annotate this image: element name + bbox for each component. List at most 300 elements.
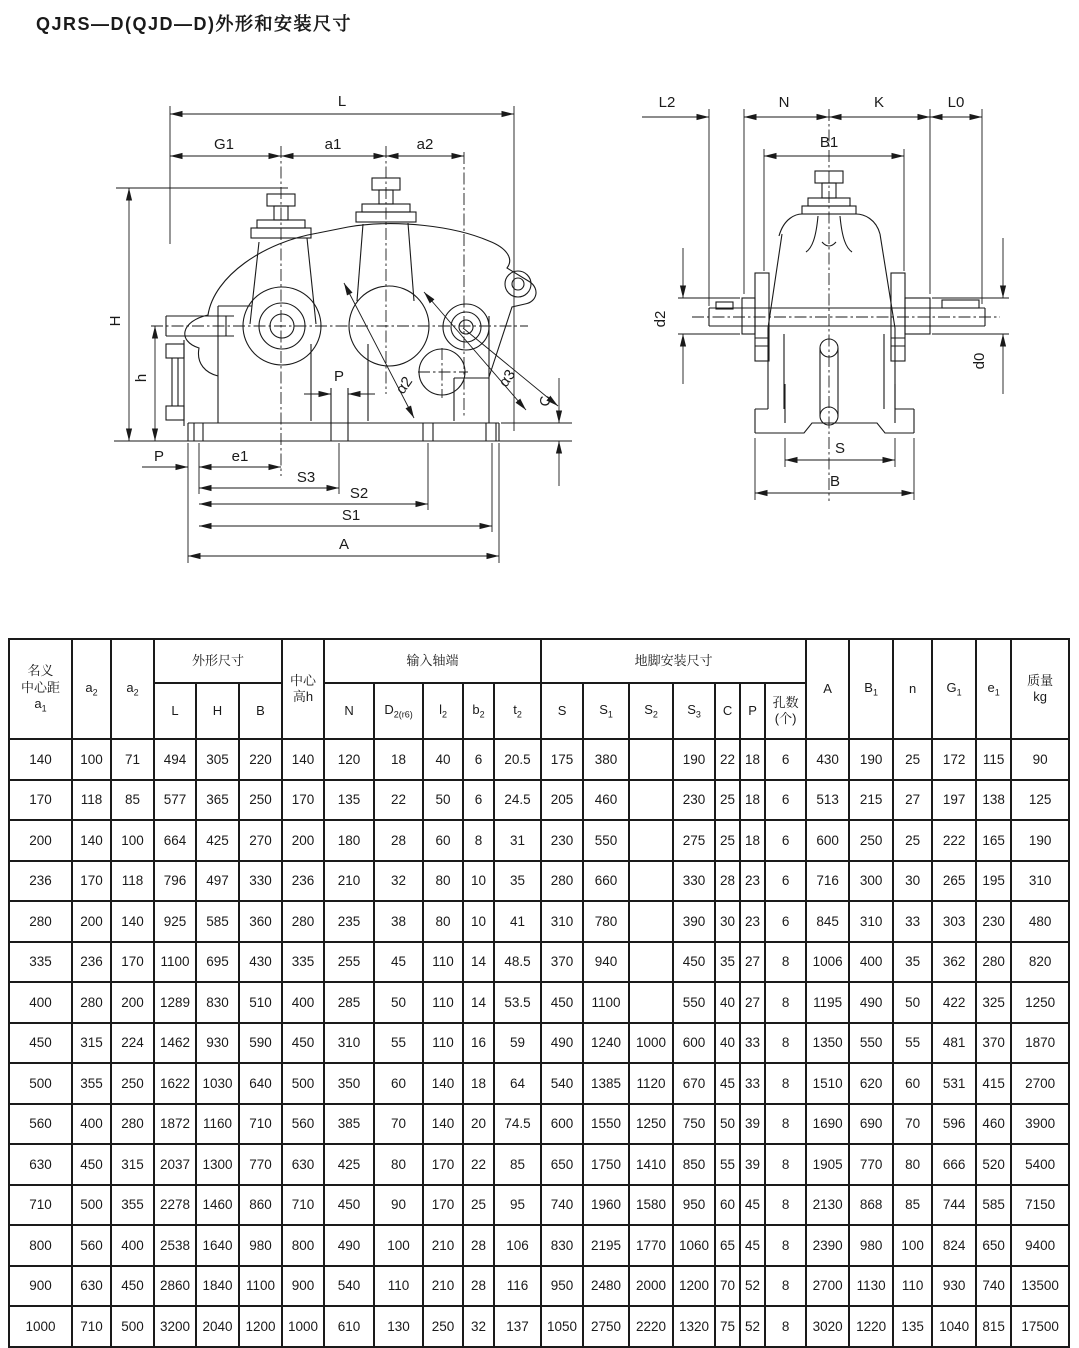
table-cell: 2220 [629,1306,673,1347]
table-cell: 577 [154,780,196,821]
table-cell: 35 [893,942,932,983]
table-cell: 25 [463,1185,494,1226]
table-cell: 450 [9,1023,72,1064]
table-cell: 14 [463,942,494,983]
table-cell: 10 [463,861,494,902]
header-C: C [715,683,740,739]
header-L: L [154,683,196,739]
table-cell: 80 [374,1144,423,1185]
table-cell: 350 [324,1063,374,1104]
table-cell: 75 [715,1306,740,1347]
table-cell: 310 [1011,861,1069,902]
table-cell: 32 [463,1306,494,1347]
table-cell: 310 [324,1023,374,1064]
table-cell: 40 [715,1023,740,1064]
table-cell: 650 [976,1225,1011,1266]
table-cell: 860 [239,1185,282,1226]
table-cell: 1250 [629,1104,673,1145]
table-cell: 370 [541,942,583,983]
table-cell: 815 [976,1306,1011,1347]
table-cell: 215 [849,780,893,821]
table-cell: 53.5 [494,982,541,1023]
table-cell: 210 [423,1225,463,1266]
header-a2-second: $a_2$ [111,639,154,739]
table-cell: 170 [423,1185,463,1226]
table-cell: 400 [282,982,324,1023]
dim-label-C: C [537,395,554,407]
table-cell: 280 [282,901,324,942]
header-center-height: 中心 高h [282,639,324,739]
table-cell: 660 [583,861,629,902]
table-cell: 23 [740,901,765,942]
table-cell: 335 [282,942,324,983]
table-cell: 800 [282,1225,324,1266]
dim-label-S2: S2 [349,485,369,502]
table-cell [629,861,673,902]
table-cell: 950 [673,1185,715,1226]
side-view-outline [709,171,985,433]
table-cell: 1770 [629,1225,673,1266]
table-row [9,780,1069,821]
table-cell: 540 [324,1266,374,1307]
table-cell: 490 [849,982,893,1023]
table-cell: 32 [374,861,423,902]
table-cell: 118 [72,780,111,821]
table-cell: 550 [849,1023,893,1064]
table-cell: 222 [932,820,976,861]
table-cell: 620 [849,1063,893,1104]
table-cell: 235 [324,901,374,942]
table-cell: 560 [282,1104,324,1145]
table-cell: 1200 [239,1306,282,1347]
table-cell: 744 [932,1185,976,1226]
table-cell: 60 [423,820,463,861]
table-cell: 200 [111,982,154,1023]
table-cell: 315 [72,1023,111,1064]
table-cell: 27 [740,942,765,983]
table-cell: 710 [239,1104,282,1145]
table-cell: 355 [72,1063,111,1104]
table-cell: 310 [849,901,893,942]
table-cell: 8 [463,820,494,861]
table-cell: 170 [111,942,154,983]
table-cell: 590 [239,1023,282,1064]
table-cell: 45 [740,1225,765,1266]
dimensions-table [8,638,1070,1348]
dim-label-P-edge: P [153,448,165,465]
table-cell: 1460 [196,1185,239,1226]
table-row [9,901,1069,942]
table-cell: 900 [9,1266,72,1307]
table-cell: 305 [196,739,239,780]
dim-label-d2: d2 [652,310,669,328]
header-H: H [196,683,239,739]
table-cell: 18 [740,780,765,821]
table-cell: 31 [494,820,541,861]
dim-label-B: B [829,473,841,490]
table-cell: 197 [932,780,976,821]
table-cell: 355 [111,1185,154,1226]
table-cell: 70 [715,1266,740,1307]
table-row [9,739,1069,780]
table-cell: 1905 [806,1144,849,1185]
table-cell: 868 [849,1185,893,1226]
table-row [9,1306,1069,1347]
table-cell: 6 [765,901,806,942]
table-cell: 716 [806,861,849,902]
table-cell: 830 [196,982,239,1023]
table-cell: 172 [932,739,976,780]
table-cell: 41 [494,901,541,942]
table-cell: 280 [111,1104,154,1145]
dim-label-alpha3: α3 [495,366,520,391]
table-cell: 6 [463,739,494,780]
table-cell: 1550 [583,1104,629,1145]
table-cell: 500 [9,1063,72,1104]
table-cell: 925 [154,901,196,942]
table-cell: 224 [111,1023,154,1064]
table-cell: 135 [893,1306,932,1347]
table-cell: 1350 [806,1023,849,1064]
table-cell: 170 [72,861,111,902]
table-cell: 740 [541,1185,583,1226]
table-row [9,1104,1069,1145]
table-cell: 695 [196,942,239,983]
table-cell: 70 [374,1104,423,1145]
page-title: QJRS—D(QJD—D)外形和安装尺寸 [36,14,353,34]
header-group-input-shaft-end: 输入轴端 [324,639,541,683]
dim-label-alpha2: α2 [392,373,417,398]
table-cell: 35 [494,861,541,902]
table-cell: 80 [423,901,463,942]
table-cell: 50 [893,982,932,1023]
header-a2-first: $a_2$ [72,639,111,739]
table-cell: 3200 [154,1306,196,1347]
table-cell: 770 [239,1144,282,1185]
header-group-outline-dimensions: 外形尺寸 [154,639,282,683]
table-cell: 250 [239,780,282,821]
table-cell: 40 [715,982,740,1023]
table-cell: 1240 [583,1023,629,1064]
table-cell: 8 [765,1063,806,1104]
table-cell: 59 [494,1023,541,1064]
dim-label-a2: a2 [416,136,434,153]
table-cell: 195 [976,861,1011,902]
table-cell: 360 [239,901,282,942]
table-cell: 140 [423,1104,463,1145]
table-cell: 40 [423,739,463,780]
table-cell: 1220 [849,1306,893,1347]
table-cell [629,901,673,942]
table-cell: 400 [849,942,893,983]
table-cell: 8 [765,982,806,1023]
table-cell: 138 [976,780,1011,821]
table-cell: 640 [239,1063,282,1104]
table-cell: 18 [740,739,765,780]
table-cell: 45 [740,1185,765,1226]
table-cell: 14 [463,982,494,1023]
table-cell: 415 [976,1063,1011,1104]
table-cell: 85 [111,780,154,821]
table-cell: 130 [374,1306,423,1347]
table-cell: 280 [72,982,111,1023]
table-cell: 50 [715,1104,740,1145]
table-cell: 1006 [806,942,849,983]
table-cell: 33 [740,1023,765,1064]
table-cell: 100 [111,820,154,861]
table-cell: 6 [765,820,806,861]
table-cell: 800 [9,1225,72,1266]
dim-label-L0: L0 [947,94,965,111]
table-cell: 17500 [1011,1306,1069,1347]
table-cell: 370 [976,1023,1011,1064]
table-cell: 8 [765,1266,806,1307]
table-cell: 824 [932,1225,976,1266]
table-cell: 18 [374,739,423,780]
dim-label-S3: S3 [296,469,316,486]
table-cell: 95 [494,1185,541,1226]
table-cell: 2390 [806,1225,849,1266]
table-cell: 100 [72,739,111,780]
table-cell: 490 [324,1225,374,1266]
table-cell: 137 [494,1306,541,1347]
dim-label-a1: a1 [324,136,342,153]
table-cell: 497 [196,861,239,902]
table-cell: 830 [541,1225,583,1266]
header-l2: $l_2$ [423,683,463,739]
dim-label-d0: d0 [971,352,988,370]
table-cell: 1160 [196,1104,239,1145]
table-cell: 585 [976,1185,1011,1226]
table-cell: 450 [72,1144,111,1185]
table-cell [629,739,673,780]
table-cell: 1250 [1011,982,1069,1023]
front-view-labels [107,93,554,553]
table-cell: 310 [541,901,583,942]
table-cell: 255 [324,942,374,983]
table-cell: 303 [932,901,976,942]
table-cell: 980 [849,1225,893,1266]
table-cell: 20.5 [494,739,541,780]
table-cell: 2538 [154,1225,196,1266]
header-mass: 质量 kg [1011,639,1069,739]
table-cell: 236 [72,942,111,983]
table-cell: 8 [765,1225,806,1266]
table-cell: 2700 [1011,1063,1069,1104]
dim-label-S: S [834,440,846,457]
dim-label-B1: B1 [819,134,839,151]
table-cell: 560 [9,1104,72,1145]
table-cell: 380 [583,739,629,780]
table-cell: 9400 [1011,1225,1069,1266]
table-cell: 10 [463,901,494,942]
table-cell: 80 [423,861,463,902]
table-cell: 25 [893,739,932,780]
table-cell: 820 [1011,942,1069,983]
table-cell: 422 [932,982,976,1023]
table-cell: 450 [282,1023,324,1064]
table-cell: 531 [932,1063,976,1104]
table-cell: 180 [324,820,374,861]
table-cell: 2278 [154,1185,196,1226]
table-cell: 30 [715,901,740,942]
table-cell: 900 [282,1266,324,1307]
side-view-centerlines [692,109,1000,501]
table-cell: 8 [765,1185,806,1226]
table-cell: 425 [324,1144,374,1185]
table-cell: 930 [932,1266,976,1307]
table-cell: 27 [893,780,932,821]
table-cell: 6 [765,780,806,821]
table-cell: 770 [849,1144,893,1185]
table-cell: 265 [932,861,976,902]
table-cell: 500 [72,1185,111,1226]
header-B: B [239,683,282,739]
table-cell: 45 [374,942,423,983]
table-cell: 175 [541,739,583,780]
table-cell: 1872 [154,1104,196,1145]
table-cell: 950 [541,1266,583,1307]
table-cell: 1960 [583,1185,629,1226]
table-cell: 110 [423,1023,463,1064]
table-cell: 74.5 [494,1104,541,1145]
table-cell: 450 [324,1185,374,1226]
table-cell: 1510 [806,1063,849,1104]
table-cell: 540 [541,1063,583,1104]
table-cell: 100 [893,1225,932,1266]
table-cell: 52 [740,1266,765,1307]
table-cell: 1060 [673,1225,715,1266]
table-cell: 7150 [1011,1185,1069,1226]
side-view-labels [652,94,988,490]
table-cell: 1100 [154,942,196,983]
dim-label-L2: L2 [658,94,676,111]
header-S1: $S_1$ [583,683,629,739]
header-S: S [541,683,583,739]
table-cell: 25 [715,820,740,861]
table-cell: 1200 [673,1266,715,1307]
side-view-dimensions [642,109,1009,500]
table-cell: 60 [715,1185,740,1226]
table-cell: 300 [849,861,893,902]
table-cell: 1195 [806,982,849,1023]
table-cell: 710 [72,1306,111,1347]
table-cell: 205 [541,780,583,821]
table-cell: 230 [673,780,715,821]
table-cell: 1462 [154,1023,196,1064]
header-B1: $B_1$ [849,639,893,739]
table-cell: 450 [111,1266,154,1307]
table-cell: 30 [893,861,932,902]
table-cell: 330 [673,861,715,902]
table-cell: 335 [9,942,72,983]
table-cell: 280 [541,861,583,902]
table-cell: 22 [715,739,740,780]
table-cell: 630 [9,1144,72,1185]
table-cell: 666 [932,1144,976,1185]
table-cell: 48.5 [494,942,541,983]
table-cell: 2750 [583,1306,629,1347]
dim-label-h: h [133,373,150,383]
table-cell: 140 [423,1063,463,1104]
table-cell: 630 [72,1266,111,1307]
table-cell: 481 [932,1023,976,1064]
table-cell: 1300 [196,1144,239,1185]
table-cell: 450 [541,982,583,1023]
table-cell: 170 [9,780,72,821]
header-N: N [324,683,374,739]
table-cell [629,820,673,861]
table-row [9,1225,1069,1266]
table-row [9,1063,1069,1104]
table-cell: 460 [976,1104,1011,1145]
table-cell: 33 [740,1063,765,1104]
table-cell: 8 [765,942,806,983]
table-cell: 500 [111,1306,154,1347]
header-D2r6: $D_{2(r6)}$ [374,683,423,739]
table-cell: 71 [111,739,154,780]
header-P: P [740,683,765,739]
header-b2: $b_2$ [463,683,494,739]
table-cell: 690 [849,1104,893,1145]
table-cell: 200 [282,820,324,861]
table-cell: 510 [239,982,282,1023]
front-view-outline [114,178,536,441]
table-cell: 8 [765,1144,806,1185]
table-cell: 85 [893,1185,932,1226]
table-cell: 6 [765,861,806,902]
table-cell: 5400 [1011,1144,1069,1185]
table-cell: 513 [806,780,849,821]
header-group-foot-mounting: 地脚安装尺寸 [541,639,806,683]
table-cell: 2700 [806,1266,849,1307]
table-cell: 200 [72,901,111,942]
table-cell: 106 [494,1225,541,1266]
table-cell: 1030 [196,1063,239,1104]
table-cell: 39 [740,1104,765,1145]
table-cell: 140 [282,739,324,780]
table-cell: 845 [806,901,849,942]
table-cell: 425 [196,820,239,861]
table-cell: 39 [740,1144,765,1185]
table-cell: 1289 [154,982,196,1023]
table-cell: 135 [324,780,374,821]
table-cell: 1050 [541,1306,583,1347]
header-t2: $t_2$ [494,683,541,739]
table-cell: 190 [673,739,715,780]
table-cell: 250 [423,1306,463,1347]
table-cell: 600 [673,1023,715,1064]
table-cell: 460 [583,780,629,821]
table-cell: 285 [324,982,374,1023]
table-cell: 55 [374,1023,423,1064]
table-cell: 28 [463,1266,494,1307]
header-A: A [806,639,849,739]
table-cell: 28 [374,820,423,861]
table-cell: 1120 [629,1063,673,1104]
table-cell: 750 [673,1104,715,1145]
header-nominal-center-distance: 名义 中心距 $a_1$ [9,639,72,739]
table-cell: 140 [9,739,72,780]
table-cell: 230 [976,901,1011,942]
table-cell: 2195 [583,1225,629,1266]
dim-label-H: H [107,315,124,327]
table-cell: 120 [324,739,374,780]
table-cell: 27 [740,982,765,1023]
table-cell: 2037 [154,1144,196,1185]
table-cell: 6 [463,780,494,821]
table-cell: 390 [673,901,715,942]
